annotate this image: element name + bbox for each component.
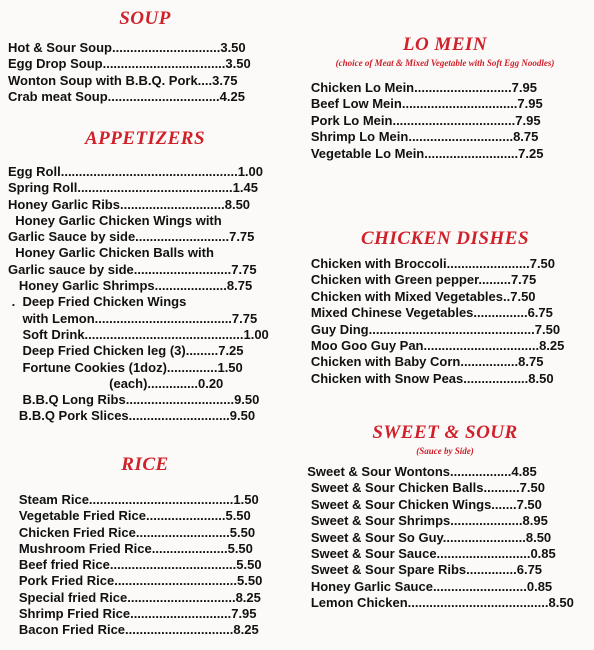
menu-item: Sweet & Sour Spare Ribs..............6.75 bbox=[300, 562, 543, 578]
menu-item: . Deep Fried Chicken Wings bbox=[8, 294, 187, 310]
menu-item: Moo Goo Guy Pan................................8.25 bbox=[300, 338, 565, 354]
menu-item: B.B.Q Long Ribs..............................9.50 bbox=[8, 392, 260, 408]
menu-item: Egg Drop Soup..................................3.50 bbox=[8, 56, 251, 72]
menu-item: Honey Garlic Chicken Balls with bbox=[8, 245, 214, 261]
menu-item: Egg Roll.................................................1.00 bbox=[8, 164, 263, 179]
menu-item: Guy Ding..............................................7.50 bbox=[300, 321, 561, 337]
menu-item: Shrimp Fried Rice............................7.95 bbox=[8, 606, 257, 622]
rice-items bbox=[8, 492, 282, 639]
menu-item: Vegetable Fried Rice......................5.50 bbox=[8, 508, 251, 524]
menu-item: Mixed Chinese Vegetables...............6.75 bbox=[300, 305, 553, 321]
sweetsour-items bbox=[300, 464, 590, 612]
menu-item: Pork Lo Mein..................................7.95 bbox=[300, 112, 541, 128]
menu-item: Pork Fried Rice..................................5.50 bbox=[8, 573, 263, 589]
chicken-items bbox=[300, 256, 590, 387]
soup-section bbox=[8, 8, 282, 105]
menu-item: Bacon Fried Rice..............................8.25 bbox=[8, 622, 259, 638]
lomein-heading: LO MEIN bbox=[402, 34, 488, 55]
menu-item: Soft Drink............................................1.00 bbox=[8, 326, 269, 342]
menu-item: Wonton Soup with B.B.Q. Pork....3.75 bbox=[8, 72, 238, 88]
menu-item: Fortune Cookies (1doz)..............1.50 bbox=[8, 359, 243, 375]
menu-item: Special fried Rice..............................8.25 bbox=[8, 589, 261, 605]
menu-item: Honey Garlic Sauce..........................0.85 bbox=[300, 578, 553, 594]
soup-heading: SOUP bbox=[119, 8, 171, 29]
menu-item: Sweet & Sour So Guy.......................8.50 bbox=[300, 529, 552, 545]
menu-item: Lemon Chicken.......................................8.50 bbox=[300, 595, 574, 611]
menu-item: Sweet & Sour Wontons.................4.85 bbox=[300, 464, 537, 479]
chicken-section bbox=[300, 228, 590, 387]
menu-item: Sweet & Sour Shrimps....................8.95 bbox=[300, 513, 548, 529]
soup-items bbox=[8, 40, 282, 105]
appetizers-section bbox=[8, 128, 282, 425]
menu-item: Crab meat Soup...............................4.25 bbox=[8, 88, 245, 104]
menu-item: Sweet & Sour Sauce..........................0.85 bbox=[300, 546, 556, 562]
menu-item: Chicken with Green pepper.........7.75 bbox=[300, 272, 537, 288]
menu-item: Shrimp Lo Mein.............................8.75 bbox=[300, 129, 539, 145]
menu-item: Vegetable Lo Mein..........................7.25 bbox=[300, 145, 544, 161]
rice-section bbox=[8, 454, 282, 639]
rice-heading: RICE bbox=[121, 454, 169, 475]
menu-item: Chicken with Snow Peas..................8.50 bbox=[300, 370, 554, 386]
sweetsour-heading: SWEET & SOUR bbox=[372, 422, 518, 443]
menu-item: Sweet & Sour Chicken Balls..........7.50 bbox=[300, 480, 545, 496]
menu-item: with Lemon......................................7.75 bbox=[8, 310, 258, 326]
lomein-section bbox=[300, 34, 590, 162]
menu-item: Chicken Fried Rice..........................5.50 bbox=[8, 524, 256, 540]
menu-item: Honey Garlic Chicken Wings with bbox=[8, 212, 222, 228]
menu-item: Honey Garlic Ribs.............................8.50 bbox=[8, 196, 251, 212]
menu-item: Spring Roll...........................................1.45 bbox=[8, 180, 258, 196]
menu-item: Mushroom Fried Rice.....................5.50 bbox=[8, 540, 253, 556]
appetizers-heading: APPETIZERS bbox=[84, 128, 206, 149]
chicken-heading: CHICKEN DISHES bbox=[360, 228, 530, 249]
menu-item: Chicken Lo Mein...........................7.95 bbox=[300, 80, 537, 95]
menu-item: Beef fried Rice...................................5.50 bbox=[8, 557, 262, 573]
sweetsour-section bbox=[300, 422, 590, 612]
menu-item: Beef Low Mein................................7.95 bbox=[300, 96, 543, 112]
appetizers-items bbox=[8, 164, 282, 425]
menu-item: Garlic sauce by side...........................7.75 bbox=[8, 261, 257, 277]
sweetsour-subtitle: (Sauce by Side) bbox=[416, 446, 474, 456]
menu-item: Garlic Sauce by side..........................7.75 bbox=[8, 229, 255, 245]
menu-item: B.B.Q Pork Slices............................9.50 bbox=[8, 408, 256, 424]
lomein-items bbox=[300, 80, 590, 162]
menu-item: Chicken with Broccoli.......................7.50 bbox=[300, 256, 556, 271]
menu-item: Deep Fried Chicken leg (3).........7.25 bbox=[8, 343, 244, 359]
menu-item: Sweet & Sour Chicken Wings.......7.50 bbox=[300, 496, 542, 512]
menu-item: Chicken with Mixed Vegetables..7.50 bbox=[300, 288, 536, 304]
menu-item: Honey Garlic Shrimps....................8.75 bbox=[8, 278, 253, 294]
lomein-subtitle: (choice of Meat & Mixed Vegetable with Soft Egg Noodles) bbox=[335, 58, 555, 68]
menu-item: (each)..............0.20 bbox=[8, 375, 224, 391]
menu-item: Steam Rice........................................1.50 bbox=[8, 492, 259, 507]
menu-item: Chicken with Baby Corn................8.75 bbox=[300, 354, 544, 370]
menu-item: Hot & Sour Soup..............................3.50 bbox=[8, 40, 246, 55]
